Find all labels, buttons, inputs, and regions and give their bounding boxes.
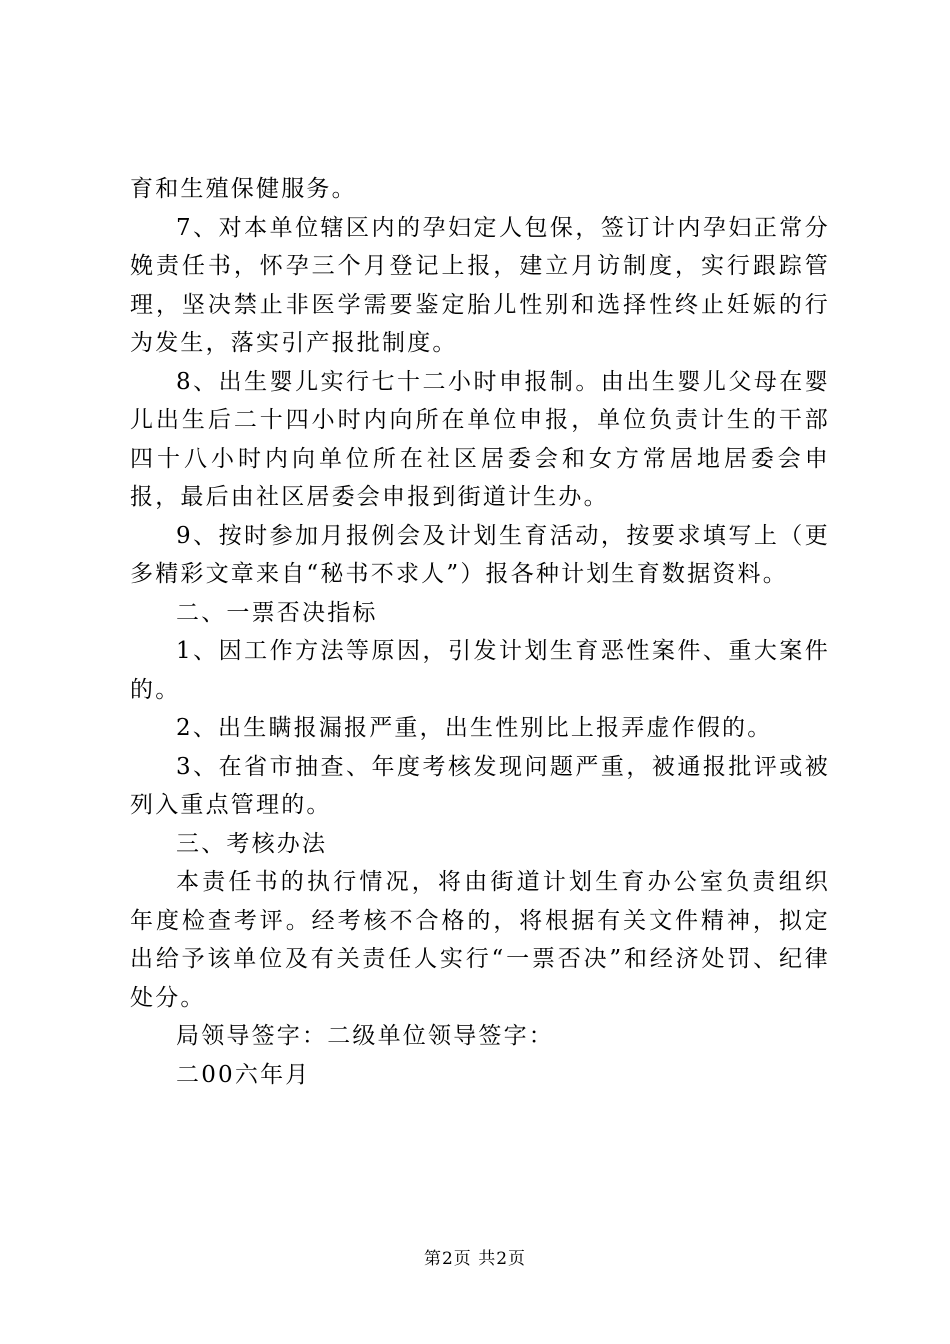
section-heading-assessment: 三、考核办法: [176, 830, 328, 857]
paragraph-item-8: 8、出生婴儿实行七十二小时申报制。由出生婴儿父母在婴儿出生后二十四小时内向所在单位申报，单位负责计生的干部四十八小时内向单位所在社区居委会和女方常居地居委会申报，最后由社区居委会申报到街道计生办。: [130, 368, 830, 510]
paragraph-item-9: 9、按时参加月报例会及计划生育活动，按要求填写上（更多精彩文章来自“秘书不求人”）报各种计划生育数据资料。: [130, 522, 830, 587]
page-footer: 第2页 共2页: [423, 1249, 527, 1269]
document-body: [130, 170, 830, 1094]
paragraph-veto-3: 3、在省市抽查、年度考核发现问题严重，被通报批评或被列入重点管理的。: [130, 753, 830, 818]
paragraph-veto-1: 1、因工作方法等原因，引发计划生育恶性案件、重大案件的。: [130, 638, 830, 703]
section-heading-veto: 二、一票否决指标: [176, 599, 378, 626]
date-line: 二00六年月: [176, 1061, 311, 1088]
signature-line: 局领导签字：二级单位领导签字：: [176, 1023, 554, 1049]
paragraph-continuation: 育和生殖保健服务。: [130, 176, 357, 202]
paragraph-assessment: 本责任书的执行情况，将由街道计划生育办公室负责组织年度检查考评。经考核不合格的，将根据有关文件精神，拟定出给予该单位及有关责任人实行“一票否决”和经济处罚、纪律处分。: [130, 869, 830, 1011]
paragraph-veto-2: 2、出生瞒报漏报严重，出生性别比上报弄虚作假的。: [176, 715, 773, 741]
paragraph-item-7: 7、对本单位辖区内的孕妇定人包保，签订计内孕妇正常分娩责任书，怀孕三个月登记上报，建立月访制度，实行跟踪管理，坚决禁止非医学需要鉴定胎儿性别和选择性终止妊娠的行为发生，落实引产报批制度。: [130, 214, 830, 356]
